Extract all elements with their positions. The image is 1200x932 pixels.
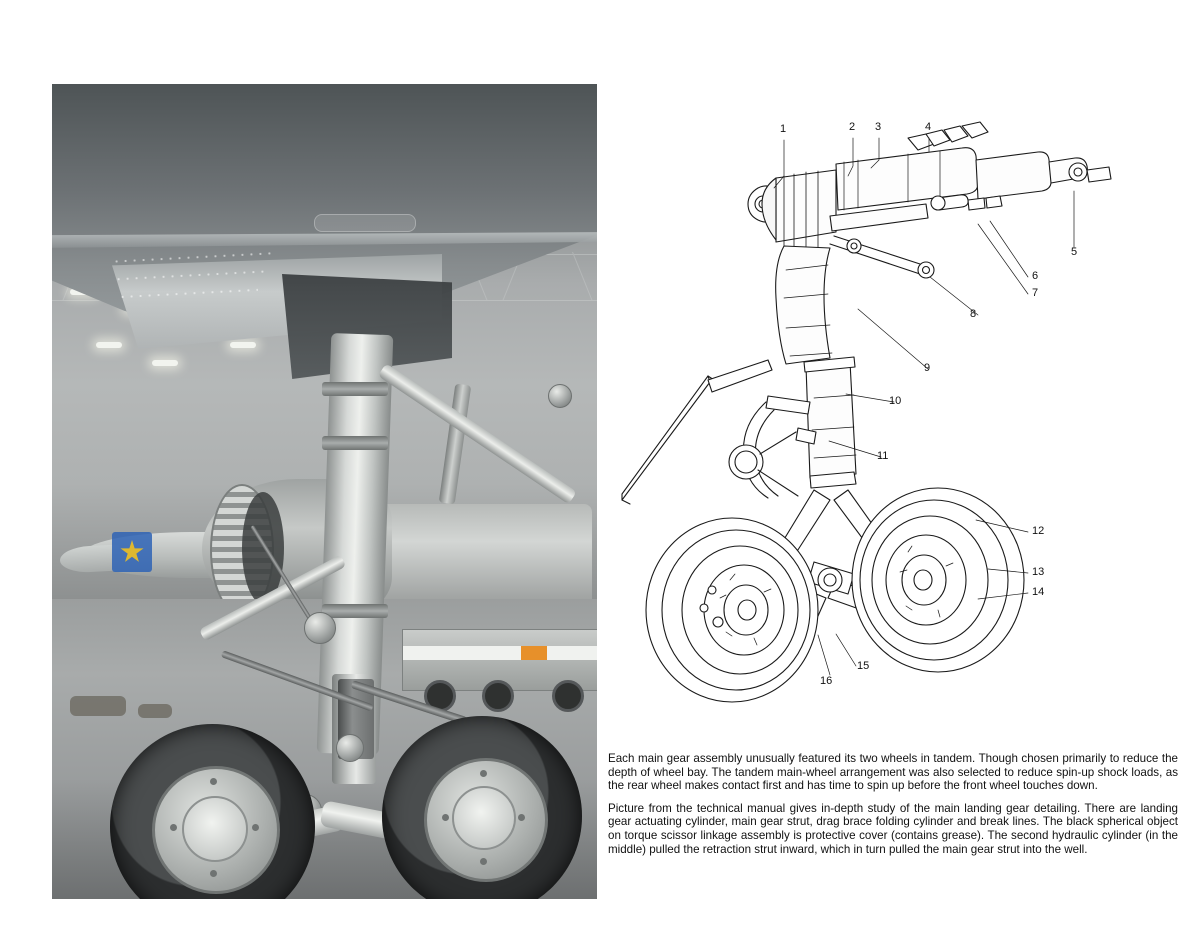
callout-6: 6 [1032,270,1039,282]
hub-bolt [170,824,177,831]
callout-2: 2 [849,121,856,133]
hangar-lamp [96,342,122,348]
ground-equipment [138,704,172,718]
hub-bolt [442,814,449,821]
hub-bolt [252,824,259,831]
hangar-lamp [152,360,178,366]
strut-collar [322,382,388,396]
callout-13: 13 [1032,566,1045,578]
hub-bolt [210,870,217,877]
main-landing-gear-technical-drawing [608,110,1178,710]
caption-paragraph-1: Each main gear assembly unusually featured its two wheels in tandem. Though chosen primarily to reduce the depth of wheel bay. The tandem main-wheel arrangement was also selected to reduce spin-up shock loads, as the rear wheel makes contact first and has time to spin up before the front wheel touches down. [608,752,1178,793]
callout-10: 10 [889,395,902,407]
callout-4: 4 [925,121,932,133]
callout-1: 1 [780,123,787,135]
callout-16: 16 [820,675,833,687]
callout-12: 12 [1032,525,1045,537]
rear-wheel-hubcap [182,796,248,862]
hangar-lamp [230,342,256,348]
cart-wheel [552,680,584,712]
callout-7: 7 [1032,287,1039,299]
callout-8: 8 [970,308,977,320]
callout-11: 11 [877,450,889,462]
hub-bolt [480,770,487,777]
ground-equipment [70,696,126,716]
callout-14: 14 [1032,586,1045,598]
main-landing-gear-photograph [52,84,597,899]
caption-block [608,752,1178,856]
front-wheel-hubcap [452,786,516,850]
callout-15: 15 [857,660,870,672]
pivot-joint [304,612,336,644]
strut-collar [322,604,388,618]
gear-diagram-svg [608,110,1178,710]
callout-3: 3 [875,121,882,133]
hub-bolt [210,778,217,785]
callout-5: 5 [1071,246,1078,258]
strut-collar [322,436,388,450]
cart-wheel [482,680,514,712]
access-panel [314,214,416,232]
pivot-joint [548,384,572,408]
caption-paragraph-2: Picture from the technical manual gives in-depth study of the main landing gear detailing. There are landing gear actuating cylinder, main gear strut, drag brace folding cylinder and break lines. The black spherical object on torque scissor linkage assembly is protective cover (contains grease). The second hydraulic cylinder (in the middle) pulled the retraction strut inward, which in turn pulled the main gear strut into the well. [608,801,1178,856]
hub-bolt [518,814,525,821]
callout-9: 9 [924,362,931,374]
hub-bolt [480,858,487,865]
pivot-joint [336,734,364,762]
